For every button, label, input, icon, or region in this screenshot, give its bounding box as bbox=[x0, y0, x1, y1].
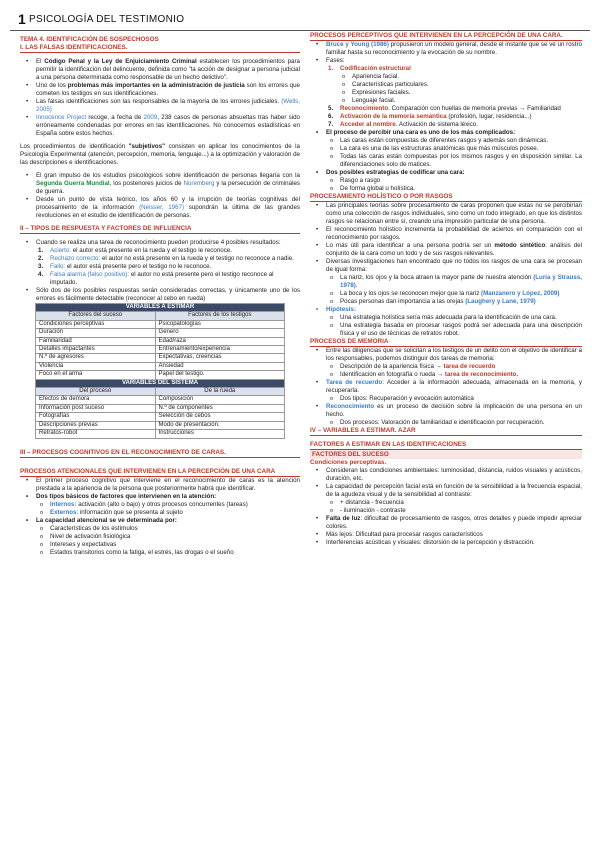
section-heading: PROCESAMIENTO HOLÍSTICO O POR RASGOS bbox=[310, 193, 582, 202]
list-item: • La capacidad de percepción facial está en función de la sensibilidad a la frecuencia espacial, de la agudeza visual y de la sensibilidad al contraste: bbox=[310, 483, 582, 499]
bullet-list bbox=[20, 58, 300, 138]
section-heading: IV – VARIABLES A ESTIMAR. AZAR bbox=[310, 427, 582, 436]
list-item: o Todas las caras están compuestas por los mismos rasgos y en disposición similar. La diferenciaciones solo de matices. bbox=[310, 153, 582, 169]
bullet-list bbox=[310, 41, 582, 65]
subsection-band: FACTORES DEL SUCESO bbox=[310, 450, 582, 459]
bullet-list bbox=[20, 517, 300, 525]
list-item: • Las falsas identificaciones son las responsables de la mayoría de los errores judiciales. (Wells, 2005) bbox=[20, 98, 300, 114]
list-item: • Más lejos: Dificultad para procesar rasgos característicos bbox=[310, 531, 582, 539]
sub-list bbox=[20, 525, 300, 557]
list-item: o Características de los estímulos bbox=[20, 525, 300, 533]
bullet-list bbox=[20, 287, 300, 303]
list-item: • Innocence Project recoge, a fecha de 2009, 238 casos de personas absueltas tras haber sido erróneamente condenadas por errores en las identificaciones. No conocemos estadísticas en España sobre estos hechos. bbox=[20, 114, 300, 138]
table-row: Condiciones perceptivas Psicopatologías bbox=[36, 320, 285, 328]
list-item: • Desde un punto de vista teórico, los años 60 y la irrupción de teorías cognitivas del procesamiento de la información (Neisser, 1967) supondrán la última de las grandes revoluciones en el estudio de identificación de personas. bbox=[20, 196, 300, 220]
bullet-list bbox=[310, 202, 582, 274]
subsection-heading: PROCESOS ATENCIONALES QUE INTERVIENEN EN LA PERCEPCIÓN DE UNA CARA bbox=[20, 468, 300, 477]
list-item: 3. Fallo: el autor está presente pero el testigo no le reconoce. bbox=[38, 263, 212, 270]
list-item: o Nivel de activación fisiológica bbox=[20, 533, 300, 541]
list-item: o Lenguaje facial. bbox=[322, 97, 582, 105]
list-item: o Internos: activación (alto o bajo) y otros procesos concurrentes (tareas) bbox=[20, 501, 300, 509]
bullet-list bbox=[310, 467, 582, 499]
list-item: o Dos tipos: Recuperación y evocación automática bbox=[310, 395, 582, 403]
list-item: • Cuando se realiza una tarea de reconocimiento pueden producirse 4 posibles resultados: bbox=[20, 239, 300, 247]
table-row: Duración Genero bbox=[36, 329, 285, 337]
list-item: • Entre las diligencias que se solicitan a los testigos de un delito con el objetivo de identificar a los responsables, podemos distinguir dos tareas de memoria: bbox=[310, 347, 582, 363]
bullet-list bbox=[310, 347, 582, 363]
table-row: Detalles impactantes Entrenamiento/experiencia bbox=[36, 346, 285, 354]
list-item: 2. Rechazo correcto: el autor no está presente en la rueda y el testigo no reconoce a nadie. bbox=[38, 255, 294, 262]
list-item: • Uno de los problemas más importantes en la administración de justicia son los errores que cometen los testigos en sus identificaciones. bbox=[20, 82, 300, 98]
tema-title: TEMA 4. IDENTIFICACIÓN DE SOSPECHOSOS bbox=[20, 36, 159, 43]
bullet-list bbox=[310, 169, 582, 177]
section-heading: III – PROCESOS COGNITIVOS EN EL RECONOCIMIENTO DE CARAS. bbox=[20, 449, 300, 458]
list-item: o Identificación en fotografía o rueda → tarea de reconocimiento. bbox=[310, 371, 582, 379]
list-item: • El gran impulso de los estudios psicológicos sobre identificación de personas llegaría con la Segunda Guerra Mundial, los posteriores juicios de Nuremberg y la persecución de criminales de guerra. bbox=[20, 172, 300, 196]
variables-table: VARIABLES A ESTIMAR Factores del suceso Factores de los testigos Condiciones perceptivas Psicopatologías Duración Genero Familiaridad Edad/raza Detalles impactantes Entrenamiento/experiencia N.º de agresores Expectativas, creencias Violencia Ansiedad Foco en el arma Papel del testigo. VARIABLES DEL SISTEMA Del proceso De la rueda Efectos de demora Composición Información post suceso N.º de componentes Fotografías Selección de cebos Descripciones previas Modo de presentación. Retratos-robot Instrucciones bbox=[35, 303, 285, 439]
table-row: N.º de agresores Expectativas, creencias bbox=[36, 354, 285, 362]
list-item: • Sólo dos de los posibles respuestas serán consideradas correctas, y únicamente uno de los errores es fácilmente detectable (reconocer al cebo en rueda) bbox=[20, 287, 300, 303]
list-item: • Lo más útil para identificar a una persona podría ser un método sintético: análisis del conjunto de la cara como un todo y de sus rasgos relevantes. bbox=[310, 242, 582, 258]
list-item: 4. Falsa alarma (falso positivo): el autor no está presente pero el testigo reconoce al imputado. bbox=[38, 271, 274, 286]
table-title: VARIABLES DEL SISTEMA bbox=[36, 379, 285, 387]
sub-list bbox=[20, 501, 300, 517]
table-row: Foco en el arma Papel del testigo. bbox=[36, 371, 285, 379]
sub-list bbox=[310, 137, 582, 169]
page-number: 1 bbox=[18, 11, 26, 27]
list-item: o Descripción de la apariencia física → tarea de recuerdo bbox=[310, 363, 582, 371]
table-row: Descripciones previas Modo de presentación. bbox=[36, 421, 285, 429]
list-item: • Bruce y Young (1986) propusieron un modelo general, desde el instante que se ve un rostro familiar hasta su reconocimiento y la evocación de su nombre. bbox=[310, 41, 582, 57]
list-item: o + distancia - frecuencia bbox=[310, 499, 582, 507]
bullet-list bbox=[310, 306, 582, 314]
table-row: Retratos-robot Instrucciones bbox=[36, 430, 285, 438]
list-item: o Las caras están compuestas de diferentes rasgos y además son dinámicas. bbox=[310, 137, 582, 145]
table-row: Efectos de demora Composición bbox=[36, 396, 285, 404]
list-item: o Una estrategia basada en procesar rasgos podrá ser adecuada para una descripción física y el uso de técnicas de retratos robot. bbox=[310, 322, 582, 338]
list-item: o Pocas personas dan importancia a las orejas (Laughery y Lane, 1979) bbox=[310, 298, 582, 306]
list-item: • El primer proceso cognitivo que interviene en el reconocimiento de caras es la atención prestada a la apariencia de la persona que posteriormente habrá que identificar. bbox=[20, 477, 300, 493]
bullet-list bbox=[310, 403, 582, 419]
list-item: • Dos posibles estrategias de codificar una cara: bbox=[310, 169, 582, 177]
results-list bbox=[20, 247, 300, 287]
document-title: PSICOLOGÍA DEL TESTIMONIO bbox=[29, 14, 185, 25]
sub-list bbox=[310, 395, 582, 403]
right-column bbox=[310, 32, 582, 547]
bullet-list bbox=[20, 172, 300, 220]
list-item: o Dos procesos: Valoración de familiaridad e identificación por recuperación. bbox=[310, 419, 582, 427]
list-item: • Interferencias acústicas y visuales: distorsión de la percepción y distracción. bbox=[310, 539, 582, 547]
bullet-list bbox=[310, 515, 582, 547]
table-row: Información post suceso N.º de componentes bbox=[36, 404, 285, 412]
sub-list bbox=[310, 177, 582, 193]
page-header bbox=[10, 10, 590, 31]
list-item: 5. Reconocimiento. Comparación con huellas de memoria previas → Familiaridad bbox=[328, 105, 561, 112]
sub-list bbox=[310, 419, 582, 427]
list-item: o Apariencia facial. bbox=[322, 73, 582, 81]
list-item: • La capacidad atencional se ve determinada por: bbox=[20, 517, 300, 525]
left-column bbox=[20, 36, 300, 557]
list-item: 6. Activación de la memoria semántica (profesión, lugar, residencia...) bbox=[328, 113, 532, 120]
list-item: o Intereses y expectativas bbox=[20, 541, 300, 549]
table-row: Familiaridad Edad/raza bbox=[36, 337, 285, 345]
list-item: o Características particulares. bbox=[322, 81, 582, 89]
list-item: • Consideran las condiciones ambientales: luminosidad, distancia, ruidos visuales y acústicos, duración, etc. bbox=[310, 467, 582, 483]
list-item: • Falta de luz: dificultad de procesamiento de rasgos, otros detalles y puede impedir apreciar colores. bbox=[310, 515, 582, 531]
list-item: • Diversas investigaciones han encontrado que no todos los rasgos de una cara se procesan de igual forma: bbox=[310, 258, 582, 274]
paragraph: Los procedimientos de identificación "subjetivos" consisten en aplicar los conocimientos de la Psicología Experimental (atención, percepción, memoria, lenguaje...) a la optimización y valoración de las descripciones e identificaciones. bbox=[20, 143, 300, 166]
list-item: 7. Acceder al nombre. Activación de sistema léxico. bbox=[328, 121, 478, 128]
section-heading: PROCESOS DE MEMORIA bbox=[310, 338, 582, 347]
list-item: o Rasgo a rasgo bbox=[310, 177, 582, 185]
bullet-list bbox=[20, 239, 300, 247]
section-heading: FACTORES A ESTIMAR EN LAS IDENTIFICACIONES bbox=[310, 441, 582, 450]
table-row: Fotografías Selección de cebos bbox=[36, 413, 285, 421]
list-item: o Expresiones faciales. bbox=[322, 89, 582, 97]
list-item: 1. Codificación estructural bbox=[328, 65, 411, 72]
list-item: 1. Acierto: el autor está presente en la rueda y el testigo le reconoce. bbox=[38, 247, 232, 254]
list-item: • El proceso de percibir una cara es uno de los más complicados: bbox=[310, 129, 582, 137]
list-item: • El reconocimiento holístico incrementa la probabilidad de aciertos en comparación con el reconocimiento por rasgos. bbox=[310, 226, 582, 242]
bullet-list bbox=[310, 129, 582, 137]
list-item: o - iluminación - contraste bbox=[310, 507, 582, 515]
section-heading: I. LAS FALSAS IDENTIFICACIONES. bbox=[20, 44, 300, 53]
section-heading: PROCESOS PERCEPTIVOS QUE INTERVIENEN EN LA PERCEPCIÓN DE UNA CARA. bbox=[310, 32, 582, 41]
list-item: • Hipótesis: bbox=[310, 306, 582, 314]
subsection-heading: Condiciones perceptivas. bbox=[310, 459, 387, 466]
list-item: o De forma global u holística. bbox=[310, 185, 582, 193]
list-item: o Externos: información que se presenta al sujeto bbox=[20, 509, 300, 517]
list-item: o Una estrategia holística sería más adecuada para la identificación de una cara. bbox=[310, 314, 582, 322]
list-item: • Dos tipos básicos de factores que intervienen en la atención: bbox=[20, 493, 300, 501]
sub-list bbox=[310, 314, 582, 338]
table-title: VARIABLES A ESTIMAR bbox=[36, 304, 285, 312]
list-item: • El Código Penal y la Ley de Enjuiciamiento Criminal establecen los procedimientos para permitir la identificación del delincuente, definida como "la acción de designar a persona judicial a una persona determinada como responsable de un hecho delictivo". bbox=[20, 58, 300, 82]
list-item: o La boca y los ojos se reconocen mejor que la nariz (Manzanero y López, 2009) bbox=[310, 290, 582, 298]
table-row: Violencia Ansiedad bbox=[36, 362, 285, 370]
sub-list bbox=[310, 73, 582, 105]
sub-list bbox=[310, 363, 582, 379]
list-item: • Reconocimiento es un proceso de decisión sobre la implicación de una persona en un hecho. bbox=[310, 403, 582, 419]
sub-list bbox=[310, 499, 582, 515]
section-heading: II – TIPOS DE RESPUESTA Y FACTORES DE INFLUENCIA bbox=[20, 225, 300, 234]
sub-list bbox=[310, 274, 582, 306]
list-item: • Fases: bbox=[310, 57, 582, 65]
list-item: • Tarea de recuerdo: Acceder a la información adecuada, almacenada en la memoria, y recuperarla. bbox=[310, 379, 582, 395]
list-item: • Las principales teorías sobre procesamiento de caras proponen que estas no se percibirían como una colección de rasgos individuales, sino como un todo integrado, en que los distintos rasgos se relacionan entre sí, creando una impresión particular de una persona. bbox=[310, 202, 582, 226]
list-item: o Estados transitorios como la fatiga, el estrés, las drogas o el sueño bbox=[20, 549, 300, 557]
bullet-list bbox=[310, 379, 582, 395]
bullet-list bbox=[20, 477, 300, 501]
list-item: o La cara es una de las estructuras anatómicas que más músculos posee. bbox=[310, 145, 582, 153]
list-item: o La nariz, los ojos y la boca atraen la mayor parte de nuestra atención (Luria y Strauss, 1978). bbox=[310, 274, 582, 290]
